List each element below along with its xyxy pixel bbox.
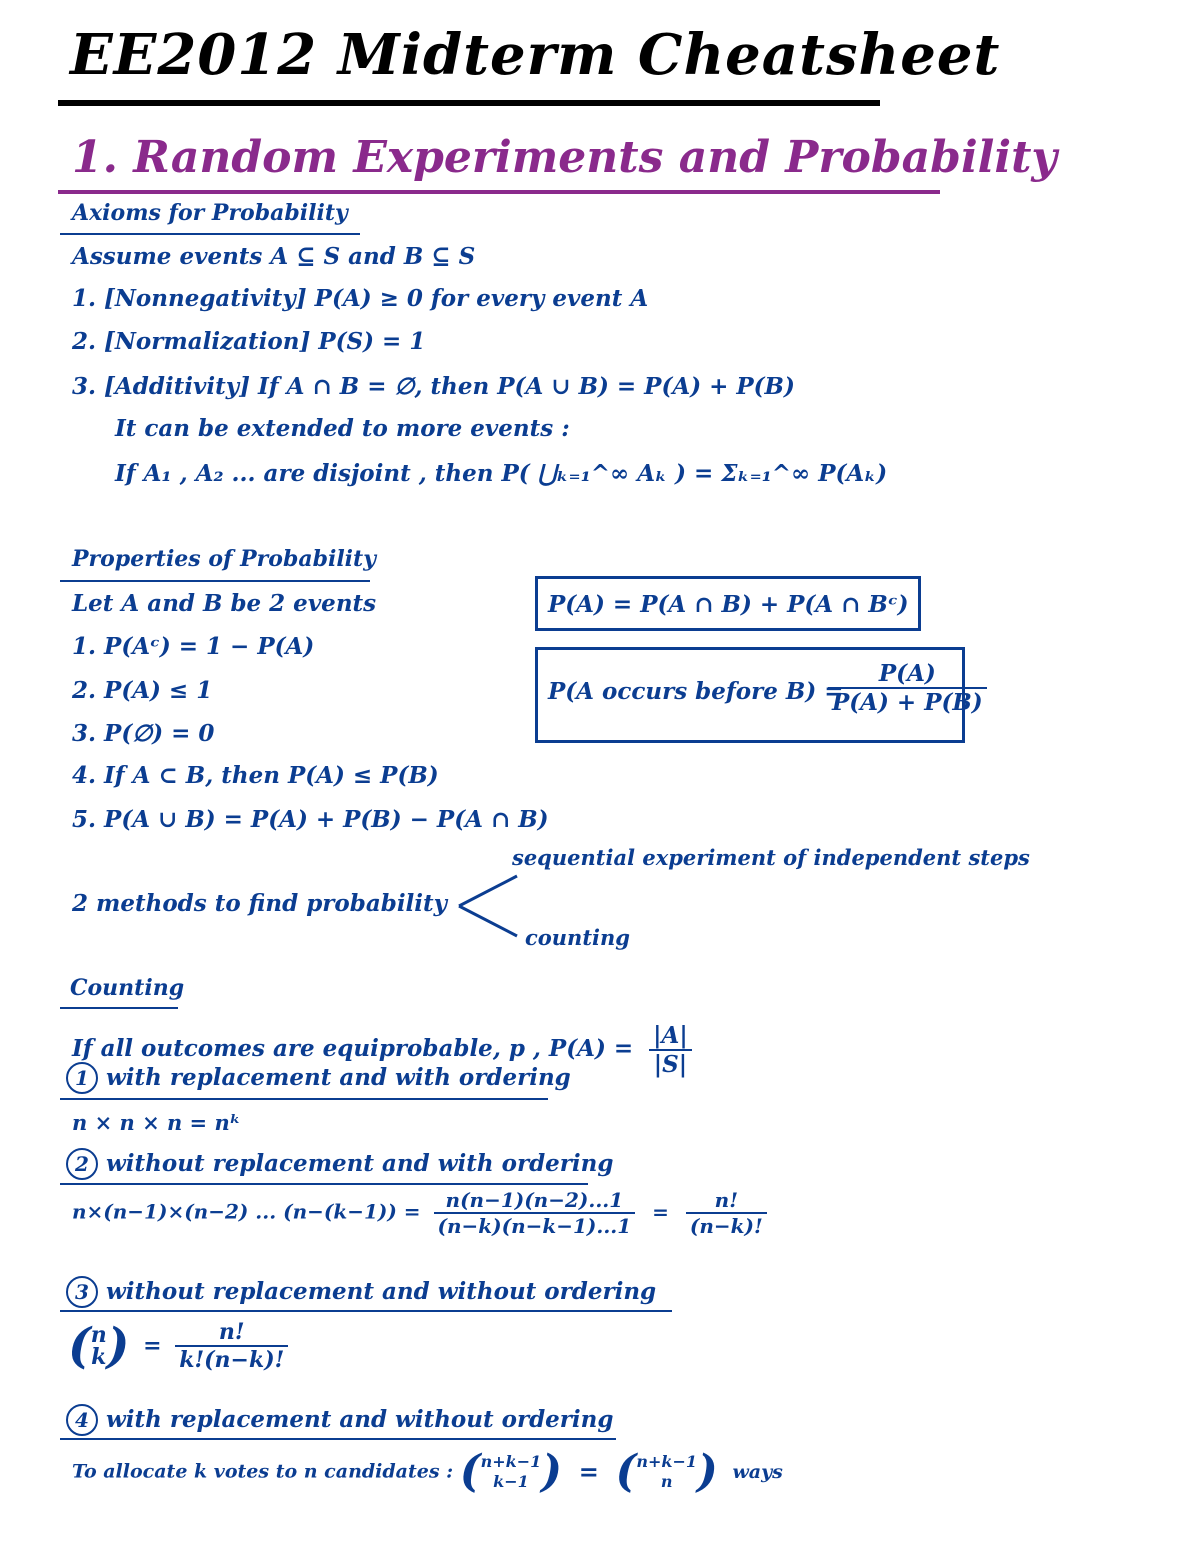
case-4-formula [72, 1446, 783, 1497]
case-3-formula [68, 1318, 288, 1374]
axiom-extend-note: It can be extended to more events : [115, 415, 570, 442]
fraction-denominator: (n−k)! [689, 1214, 763, 1238]
binom-top: n+k−1 [480, 1451, 542, 1471]
axioms-heading: Axioms for Probability [72, 200, 348, 226]
section-title: 1. Random Experiments and Probability [72, 132, 1057, 183]
case-label: with replacement and without ordering [106, 1406, 614, 1433]
case-1-heading [66, 1062, 571, 1094]
property-item: 4. If A ⊂ B, then P(A) ≤ P(B) [72, 762, 439, 789]
fraction-numerator: P(A) [828, 660, 987, 689]
case-label: without replacement and without ordering [106, 1278, 657, 1305]
case-number-badge: 4 [66, 1404, 98, 1436]
paren-right: ) [106, 1318, 130, 1374]
paren-left: ( [68, 1318, 91, 1374]
case-1-formula: n × n × n = nᵏ [72, 1110, 241, 1135]
fraction-numerator: n! [175, 1319, 288, 1347]
fraction-denominator: k!(n−k)! [179, 1347, 285, 1373]
fraction-numerator: n! [686, 1188, 767, 1214]
paren-right: ) [696, 1446, 718, 1497]
formula-box-occurs-before [535, 647, 983, 743]
paren-left: ( [615, 1446, 637, 1497]
fraction-denominator: P(A) + P(B) [832, 689, 983, 716]
methods-branch-bottom: counting [525, 925, 630, 950]
formula-box-text: P(A) = P(A ∩ B) + P(A ∩ Bᶜ) [548, 591, 909, 618]
formula-box-lhs: P(A occurs before B) = [548, 678, 844, 705]
property-item: 3. P(∅) = 0 [72, 720, 215, 747]
case-4-heading [66, 1404, 613, 1436]
equals-sign: = [652, 1199, 669, 1224]
properties-underline [60, 580, 370, 582]
counting-underline [60, 1007, 178, 1009]
case-3-underline [60, 1310, 672, 1312]
case-2-lhs: n×(n−1)×(n−2) ... (n−(k−1)) = [72, 1199, 421, 1224]
property-item: 5. P(A ∪ B) = P(A) + P(B) − P(A ∩ B) [72, 806, 549, 833]
case-number-badge: 2 [66, 1148, 98, 1180]
case-4-lhs: To allocate k votes to n candidates : [72, 1460, 454, 1483]
branch-arrows [455, 870, 525, 942]
equals-sign: = [143, 1333, 162, 1359]
property-item: 1. P(Aᶜ) = 1 − P(A) [72, 633, 315, 660]
fraction-numerator: |A| [649, 1022, 692, 1051]
binom-bottom: n [660, 1471, 673, 1491]
axioms-underline [60, 233, 360, 235]
case-2-heading [66, 1148, 613, 1180]
case-label: with replacement and with ordering [106, 1064, 571, 1091]
axiom-item: 1. [Nonnegativity] P(A) ≥ 0 for every event A [72, 285, 649, 312]
axioms-intro: Assume events A ⊆ S and B ⊆ S [72, 243, 476, 270]
properties-intro: Let A and B be 2 events [72, 590, 377, 617]
axiom-item: 3. [Additivity] If A ∩ B = ∅, then P(A ∪ B) = P(A) + P(B) [72, 373, 795, 400]
paren-right: ) [541, 1446, 563, 1497]
branch-line-top [459, 876, 517, 906]
fraction-denominator: |S| [653, 1051, 688, 1078]
binom-bottom: k−1 [493, 1471, 529, 1491]
case-label: without replacement and with ordering [106, 1150, 614, 1177]
binom-top: n+k−1 [636, 1451, 697, 1471]
properties-heading: Properties of Probability [72, 546, 376, 572]
binom-bottom: k [91, 1344, 107, 1370]
methods-branch-top: sequential experiment of independent steps [512, 845, 1030, 870]
formula-box-fraction [828, 660, 987, 716]
case-3-heading [66, 1276, 656, 1308]
case-4-underline [60, 1438, 616, 1440]
equiprobable-lhs: If all outcomes are equiprobable, p , P(A) = [72, 1035, 634, 1062]
formula-box-total-probability [535, 576, 921, 631]
methods-label: 2 methods to find probability [72, 890, 448, 917]
title-underline [58, 100, 880, 106]
branch-line-bottom [459, 906, 517, 936]
case-2-underline [60, 1183, 588, 1185]
case-number-badge: 1 [66, 1062, 98, 1094]
fraction-numerator: n(n−1)(n−2)...1 [434, 1188, 636, 1214]
case-1-underline [60, 1098, 548, 1100]
case-2-formula [72, 1188, 767, 1238]
axiom-extend-formula: If A₁ , A₂ ... are disjoint , then P( ⋃ₖ₌₁^∞ Aₖ ) = Σₖ₌₁^∞ P(Aₖ) [115, 460, 888, 487]
property-item: 2. P(A) ≤ 1 [72, 677, 213, 704]
binom-top: n [90, 1322, 107, 1348]
case-4-suffix: ways [732, 1460, 783, 1483]
axiom-item: 2. [Normalization] P(S) = 1 [72, 328, 426, 355]
page-title: EE2012 Midterm Cheatsheet [70, 22, 1001, 88]
case-number-badge: 3 [66, 1276, 98, 1308]
paren-left: ( [459, 1446, 481, 1497]
section-underline [58, 190, 940, 194]
fraction-denominator: (n−k)(n−k−1)...1 [437, 1214, 632, 1238]
equals-sign: = [578, 1457, 599, 1486]
counting-heading: Counting [70, 975, 185, 1001]
